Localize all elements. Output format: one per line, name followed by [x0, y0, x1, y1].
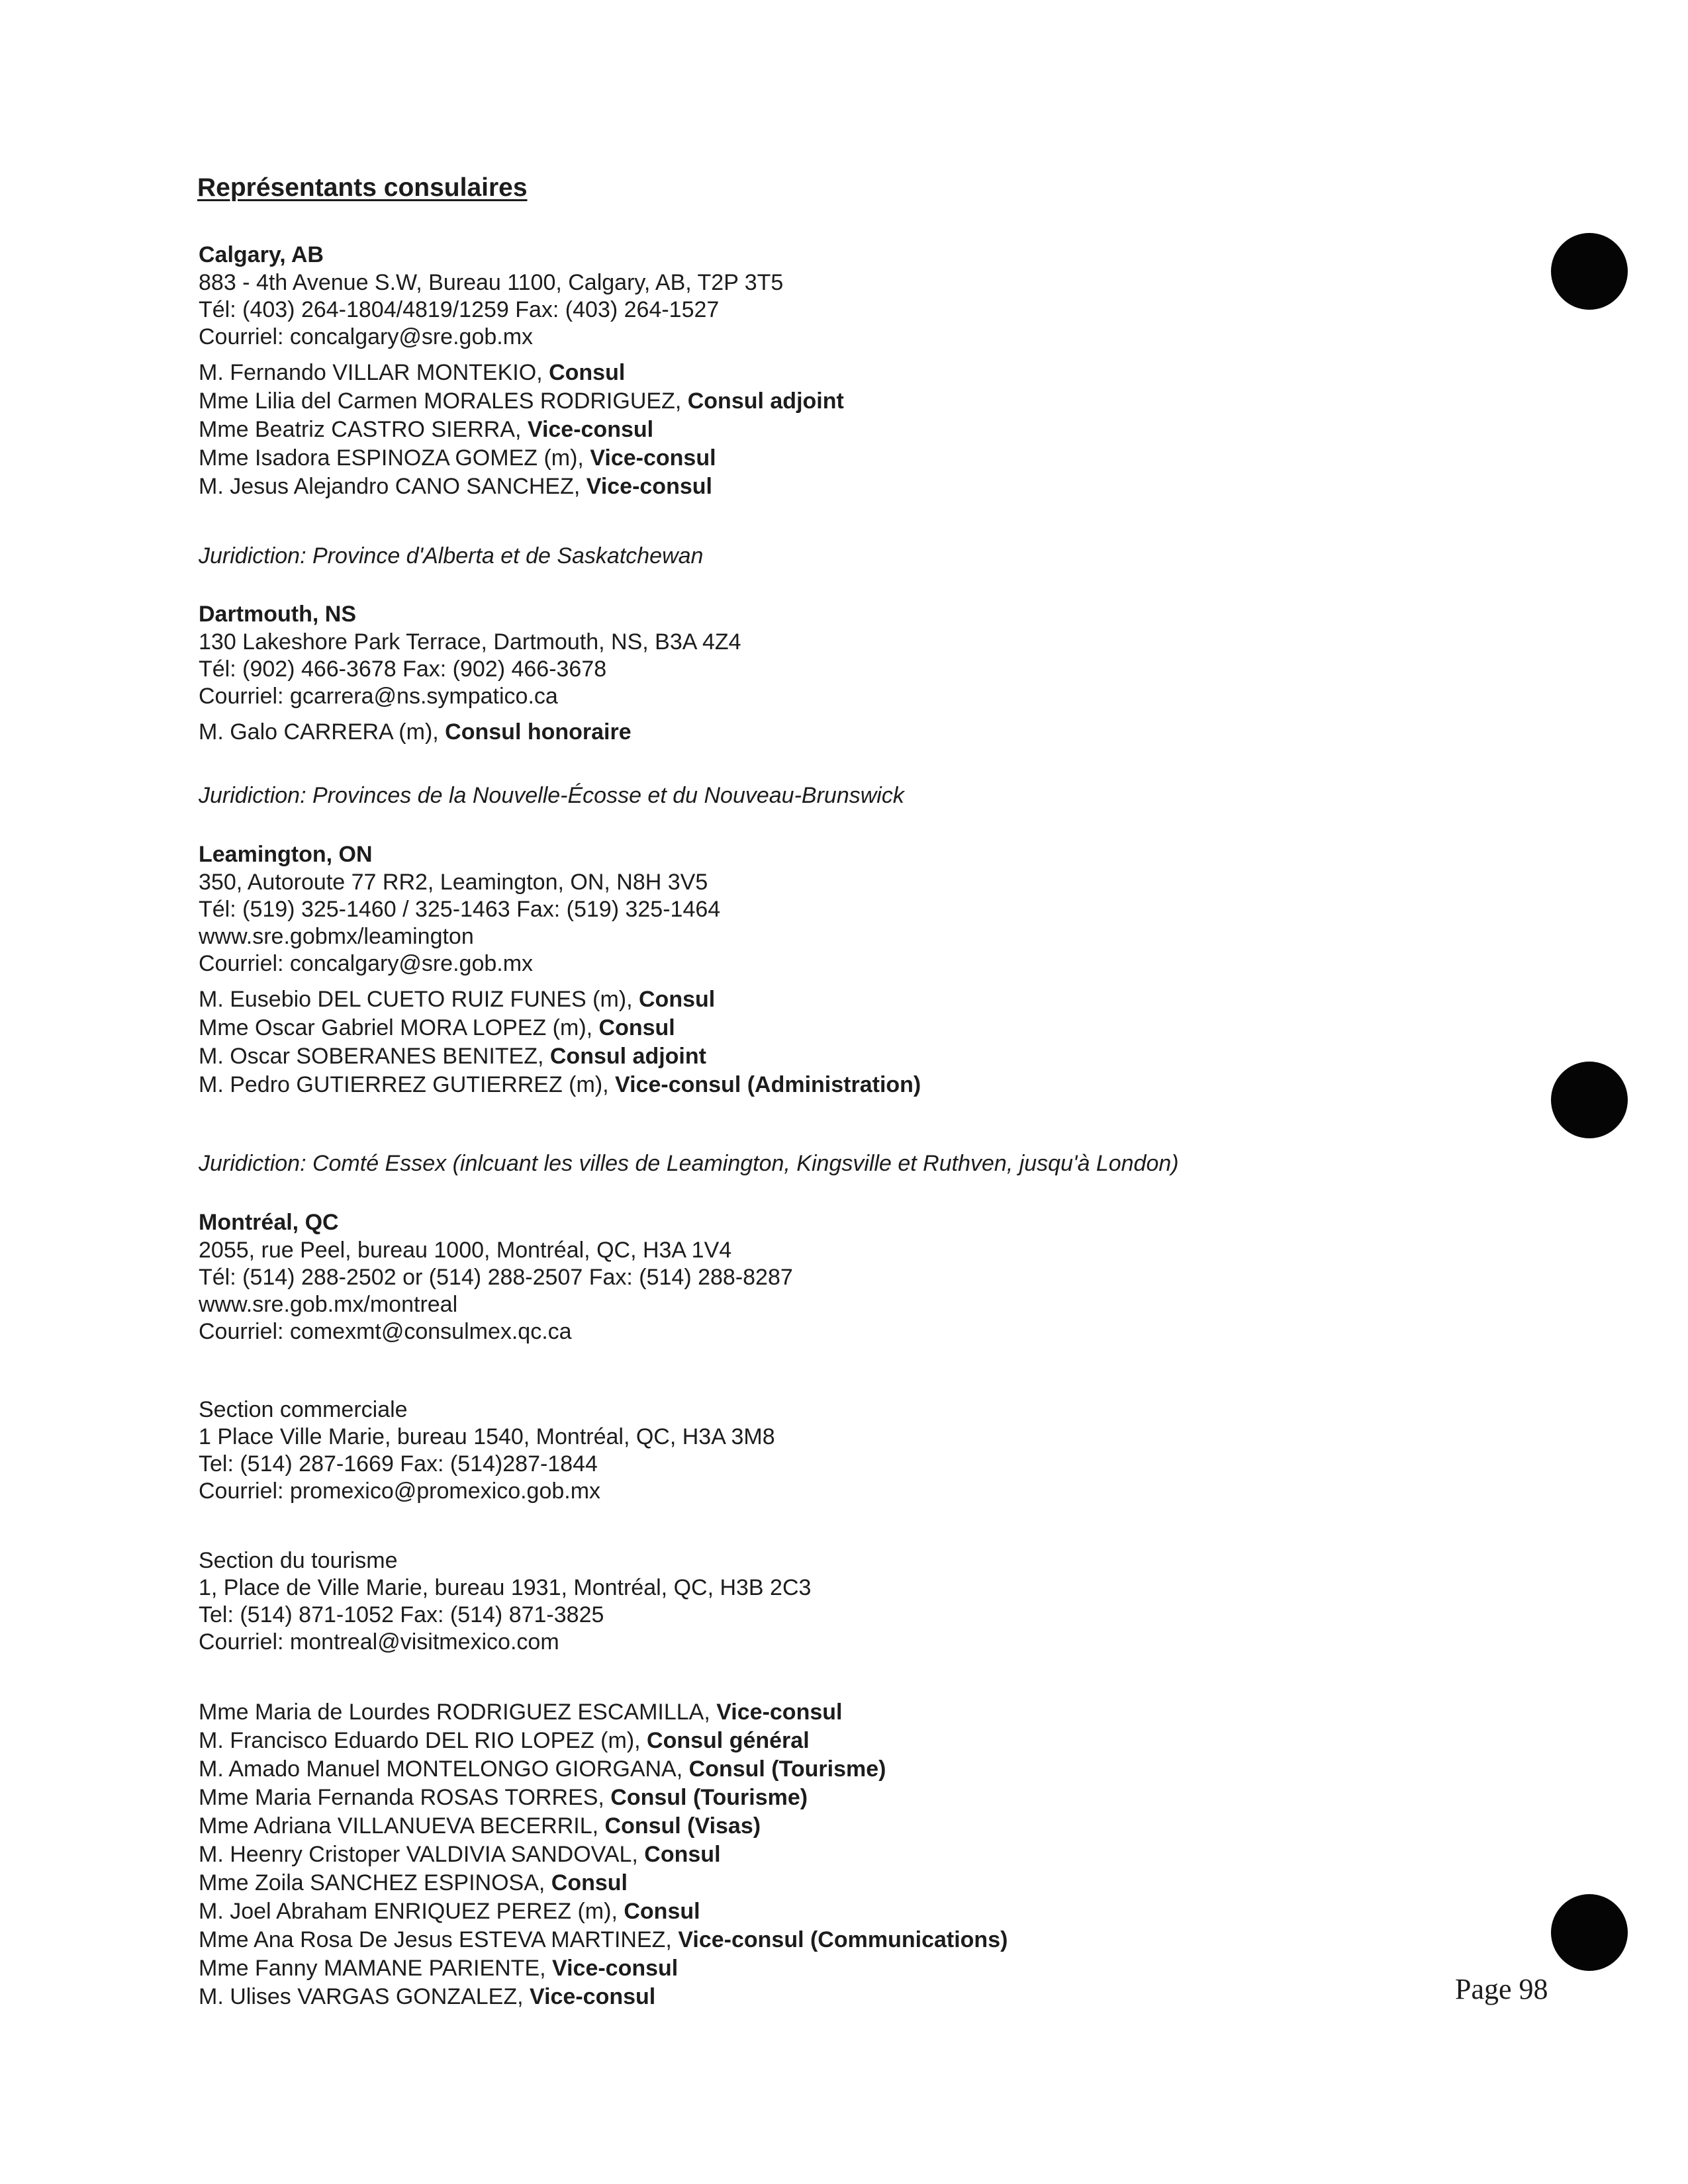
staff-list	[199, 985, 1523, 1099]
website: www.sre.gob.mx/montreal	[199, 1292, 458, 1317]
staff-member	[199, 1042, 1523, 1071]
jurisdiction-note: Juridiction: Province d'Alberta et de Saskatchewan	[199, 543, 704, 569]
staff-member	[199, 1812, 1523, 1841]
staff-name: M. Francisco Eduardo DEL RIO LOPEZ (m),	[199, 1728, 647, 1753]
staff-name: Mme Maria Fernanda ROSAS TORRES,	[199, 1785, 611, 1810]
staff-role: Vice-consul (Communications)	[678, 1927, 1008, 1952]
city-heading: Montréal, QC	[199, 1210, 339, 1235]
email: Courriel: concalgary@sre.gob.mx	[199, 324, 534, 349]
staff-role: Consul	[644, 1842, 721, 1867]
commercial-section	[199, 1396, 1523, 1505]
staff-role: Vice-consul	[530, 1984, 656, 2009]
staff-role: Consul	[549, 360, 626, 385]
tourism-section	[199, 1547, 1523, 1656]
staff-name: Mme Isadora ESPINOZA GOMEZ (m),	[199, 445, 590, 471]
email: Courriel: comexmt@consulmex.qc.ca	[199, 1319, 572, 1344]
staff-member	[199, 473, 1523, 501]
address: 883 - 4th Avenue S.W, Bureau 1100, Calgary, AB, T2P 3T5	[199, 270, 784, 295]
staff-role: Consul	[551, 1870, 628, 1895]
email: Courriel: montreal@visitmexico.com	[199, 1629, 559, 1655]
staff-name: Mme Ana Rosa De Jesus ESTEVA MARTINEZ,	[199, 1927, 679, 1952]
staff-member	[199, 1926, 1523, 1954]
staff-member	[199, 359, 1523, 387]
phone-fax: Tél: (902) 466-3678 Fax: (902) 466-3678	[199, 657, 607, 682]
staff-role: Consul	[624, 1899, 700, 1924]
staff-name: M. Amado Manuel MONTELONGO GIORGANA,	[199, 1756, 689, 1782]
staff-name: M. Galo CARRERA (m),	[199, 719, 445, 745]
staff-member	[199, 1897, 1523, 1926]
phone-fax: Tel: (514) 871-1052 Fax: (514) 871-3825	[199, 1602, 604, 1627]
staff-role: Consul (Tourisme)	[688, 1756, 886, 1782]
staff-role: Vice-consul	[527, 417, 654, 442]
staff-name: Mme Fanny MAMANE PARIENTE,	[199, 1956, 553, 1981]
section-heading: Section commerciale	[199, 1397, 408, 1422]
staff-role: Vice-consul	[552, 1956, 679, 1981]
address: 2055, rue Peel, bureau 1000, Montréal, QC, H3A 1V4	[199, 1238, 732, 1263]
staff-role: Vice-consul (Administration)	[615, 1072, 921, 1097]
staff-member	[199, 1014, 1523, 1042]
staff-name: M. Pedro GUTIERREZ GUTIERREZ (m),	[199, 1072, 616, 1097]
staff-name: Mme Maria de Lourdes RODRIGUEZ ESCAMILLA,	[199, 1700, 717, 1725]
staff-role: Consul général	[647, 1728, 810, 1753]
staff-role: Consul honoraire	[445, 719, 632, 745]
phone-fax: Tél: (403) 264-1804/4819/1259 Fax: (403) 264-1527	[199, 297, 720, 322]
punch-hole	[1551, 1894, 1628, 1971]
staff-role: Consul	[639, 987, 716, 1012]
email: Courriel: gcarrera@ns.sympatico.ca	[199, 684, 558, 709]
website: www.sre.gobmx/leamington	[199, 924, 474, 949]
staff-member	[199, 1071, 1523, 1099]
staff-role: Consul (Tourisme)	[610, 1785, 808, 1810]
staff-member	[199, 444, 1523, 473]
staff-name: M. Fernando VILLAR MONTEKIO,	[199, 360, 549, 385]
staff-member	[199, 1954, 1523, 1983]
punch-hole	[1551, 233, 1628, 310]
staff-name: Mme Oscar Gabriel MORA LOPEZ (m),	[199, 1015, 599, 1040]
staff-list	[199, 1698, 1523, 2011]
staff-name: Mme Zoila SANCHEZ ESPINOSA,	[199, 1870, 551, 1895]
staff-member	[199, 1755, 1523, 1784]
section-heading: Section du tourisme	[199, 1548, 398, 1573]
staff-role: Consul adjoint	[549, 1044, 706, 1069]
city-heading: Dartmouth, NS	[199, 602, 356, 627]
consulate-dartmouth	[199, 600, 1523, 747]
email: Courriel: concalgary@sre.gob.mx	[199, 951, 534, 976]
address: 130 Lakeshore Park Terrace, Dartmouth, NS, B3A 4Z4	[199, 629, 741, 655]
phone-fax: Tél: (514) 288-2502 or (514) 288-2507 Fax: (514) 288-8287	[199, 1265, 793, 1290]
staff-name: M. Ulises VARGAS GONZALEZ,	[199, 1984, 530, 2009]
consulate-leamington	[199, 841, 1523, 1099]
staff-list	[199, 359, 1523, 501]
address: 1 Place Ville Marie, bureau 1540, Montréal, QC, H3A 3M8	[199, 1424, 775, 1449]
page-title: Représentants consulaires	[197, 173, 528, 202]
consulate-calgary	[199, 241, 1523, 501]
staff-name: Mme Lilia del Carmen MORALES RODRIGUEZ,	[199, 388, 688, 414]
staff-role: Consul (Visas)	[604, 1813, 761, 1839]
staff-role: Consul	[598, 1015, 675, 1040]
phone-fax: Tél: (519) 325-1460 / 325-1463 Fax: (519) 325-1464	[199, 897, 721, 922]
staff-member	[199, 1983, 1523, 2011]
consulate-montreal	[199, 1208, 1523, 1345]
staff-member	[199, 387, 1523, 416]
staff-member	[199, 1698, 1523, 1727]
jurisdiction-note: Juridiction: Comté Essex (inlcuant les villes de Leamington, Kingsville et Ruthven, jusqu'à London)	[199, 1151, 1179, 1176]
staff-role: Vice-consul	[590, 445, 716, 471]
staff-member	[199, 1784, 1523, 1812]
staff-name: Mme Adriana VILLANUEVA BECERRIL,	[199, 1813, 605, 1839]
email: Courriel: promexico@promexico.gob.mx	[199, 1479, 601, 1504]
jurisdiction-note: Juridiction: Provinces de la Nouvelle-Écosse et du Nouveau-Brunswick	[199, 783, 904, 808]
staff-member	[199, 416, 1523, 444]
city-heading: Leamington, ON	[199, 842, 373, 867]
staff-name: M. Joel Abraham ENRIQUEZ PEREZ (m),	[199, 1899, 624, 1924]
staff-name: M. Jesus Alejandro CANO SANCHEZ,	[199, 474, 586, 499]
address: 1, Place de Ville Marie, bureau 1931, Montréal, QC, H3B 2C3	[199, 1575, 812, 1600]
address: 350, Autoroute 77 RR2, Leamington, ON, N8H 3V5	[199, 870, 708, 895]
staff-name: M. Oscar SOBERANES BENITEZ,	[199, 1044, 550, 1069]
staff-member	[199, 985, 1523, 1014]
staff-name: M. Heenry Cristoper VALDIVIA SANDOVAL,	[199, 1842, 645, 1867]
phone-fax: Tel: (514) 287-1669 Fax: (514)287-1844	[199, 1451, 598, 1477]
staff-role: Vice-consul	[586, 474, 712, 499]
staff-member	[199, 1869, 1523, 1897]
staff-role: Consul adjoint	[687, 388, 844, 414]
staff-member	[199, 1727, 1523, 1755]
page-number: Page 98	[1455, 1973, 1548, 2005]
city-heading: Calgary, AB	[199, 242, 324, 267]
staff-member	[199, 718, 1523, 747]
staff-member	[199, 1841, 1523, 1869]
staff-role: Vice-consul	[716, 1700, 843, 1725]
punch-hole	[1551, 1062, 1628, 1138]
staff-name: M. Eusebio DEL CUETO RUIZ FUNES (m),	[199, 987, 639, 1012]
staff-name: Mme Beatriz CASTRO SIERRA,	[199, 417, 528, 442]
